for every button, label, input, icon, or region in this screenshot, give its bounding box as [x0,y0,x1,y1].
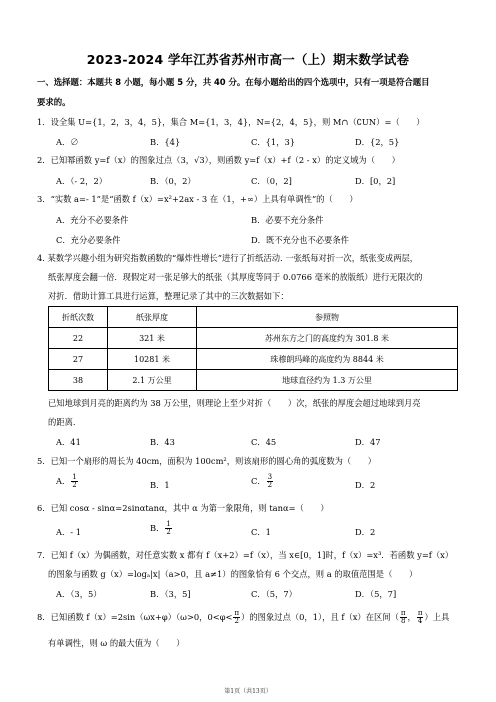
q4-option-a: A．41 [56,437,81,447]
option-letter: B． [150,523,165,533]
q7-option-c: C．（5，7） [251,589,297,599]
q5-option-b: B．1 [150,480,170,490]
page-footer: 第1页（共13页） [224,688,272,695]
q5-option-d: D．2 [355,480,376,490]
q8-text-a: 8．已知函数 f（x）=2sin（ωx+φ）（ω>0，0<φ< [37,612,233,622]
fraction [267,474,273,489]
question-7-line-1: 7．已知 f（x）为偶函数，对任意实数 x 都有 f（x+2）=f（x），当 x∈[0，1]时，f（x）=x³．若函数 y=f（x） [37,550,454,560]
section-heading: 一、选择题：本题共 8 小题，每小题 5 分，共 40 分。在每小题给出的四个选项中，只有一项是符合题目 [37,77,430,87]
fraction-denominator: 2 [267,481,273,489]
question-3-stem: 3．“实数 a=- 1”是“函数 f（x）=x²+2ax - 3 在（1，+∞）上具有单调性”的（ ） [37,194,358,204]
fraction-denominator: 2 [166,528,171,536]
table-header-cell: 折纸次数 [49,307,108,328]
page-title: 2023-2024 学年江苏省苏州市高一（上）期末数学试卷 [86,52,410,67]
fraction [400,610,407,625]
table-header-cell: 纸张厚度 [108,307,197,328]
question-2-stem: 2．已知幂函数 y=f（x）的图象过点（3，√3），则函数 y=f（x）+f（2 - x）的定义域为（ ） [37,155,400,165]
question-7-line-2: 的图象与函数 g（x）=logₐ|x|（a>0，且 a≠1）的图象恰有 6 个交点，则 a 的取值范围是（ ） [48,569,418,579]
fraction-numerator: 1 [166,520,171,528]
question-5-stem: 5．已知一个扇形的周长为 40cm，面积为 100cm²，则该扇形的圆心角的弧度数为（ ） [37,456,377,466]
q1-option-b: B．{4} [150,137,181,147]
question-4-line-2: 纸张厚度会翻一倍．现假定对一张足够大的纸张（其厚度等同于 0.0766 毫米的放版纸）进行无限次的 [48,272,423,282]
fraction [165,521,171,536]
q2-option-c: C．（0，2] [251,176,292,186]
q8-text-d: ）上具 [424,612,450,622]
q1-option-d: D．{2，5} [355,137,400,147]
q2-option-a: A．（- 2，2） [56,176,108,186]
table-cell: 珠穆朗玛峰的高度约为 8844 米 [197,349,458,370]
table-header-row [49,307,458,328]
q3-option-d: D．既不充分也不必要条件 [251,235,349,245]
question-6-stem: 6．已知 cosα - sinα=2sinαtanα，其中 α 为第一象限角，则 tanα=（ ） [37,503,329,513]
table-row [49,370,458,391]
option-letter: C． [251,476,266,486]
fraction-numerator: π [234,609,240,617]
q5-option-c [251,474,274,489]
fraction [417,610,424,625]
table-cell: 22 [49,328,108,349]
section-heading-cont: 要求的。 [37,97,71,107]
table-cell: 10281 米 [108,349,197,370]
table-cell: 苏州东方之门的高度约为 301.8 米 [197,328,458,349]
fraction-numerator: 3 [267,473,273,481]
fraction-denominator: 8 [400,617,406,625]
q4-option-d: D．47 [355,437,381,447]
question-4-line-4: 已知地球到月亮的距离约为 38 万公里，则理论上至少对折（ ）次，纸张的厚度会超过地球到月亮 [48,398,421,408]
q6-option-b [150,521,173,536]
q6-option-a: A．- 1 [56,527,82,537]
question-8-line-1 [37,610,462,625]
q7-option-b: B．（3，5] [150,589,191,599]
question-4-line-3: 对折．借助计算工具进行运算，整理记录了其中的三次数据如下： [48,291,289,301]
q3-option-a: A．充分不必要条件 [56,215,129,225]
fraction-numerator: 1 [72,473,77,481]
q7-option-a: A．（3，5） [56,589,102,599]
q3-option-c: C．充分必要条件 [56,235,121,245]
fraction-denominator: 2 [234,617,239,625]
table-row [49,349,458,370]
q8-text-c: ， [407,612,416,622]
question-8-line-2: 有单调性，则 ω 的最大值为（ ） [48,638,185,648]
q8-text-b: ）的图象过点（0，1），且 f（x）在区间（ [241,612,399,622]
fraction-denominator: 4 [417,617,423,625]
question-4-line-1: 4. 某数学兴趣小组为研究指数函数的“爆炸性增长”进行了折纸活动. 一张纸每对折一次，纸张变成两层， [37,253,419,263]
table-header-cell: 参照物 [197,307,458,328]
fraction-numerator: π [400,609,406,617]
q2-option-d: D．[0，2] [355,176,396,186]
q1-option-c: C．{1，3} [251,137,296,147]
q6-option-c: C．1 [251,527,271,537]
q7-option-d: D．（5，7] [355,589,397,599]
fraction [71,474,77,489]
table-cell: 地球直径约为 1.3 万公里 [197,370,458,391]
table-cell: 38 [49,370,108,391]
q1-option-a: A．∅ [56,137,79,147]
fraction-numerator: π [417,609,423,617]
q2-option-b: B．（0，2） [150,176,196,186]
q3-option-b: B．必要不充分条件 [251,215,324,225]
q4-option-c: C．45 [251,437,277,447]
question-4-line-5: 的距离. [48,417,76,427]
question-1-stem: 1．设全集 U={1，2，3，4，5}，集合 M={1，3，4}，N={2，4，5}，则 M∩（∁UN）=（ ） [37,117,425,127]
table-row [49,328,458,349]
table-cell: 2.1 万公里 [108,370,197,391]
table-cell: 27 [49,349,108,370]
folding-data-table [48,306,458,391]
q4-option-b: B．43 [150,437,175,447]
q5-option-a [56,474,79,489]
option-letter: A． [56,476,71,486]
table-cell: 321 米 [108,328,197,349]
fraction-denominator: 2 [72,481,77,489]
q6-option-d: D．2 [355,527,376,537]
fraction [233,610,240,625]
